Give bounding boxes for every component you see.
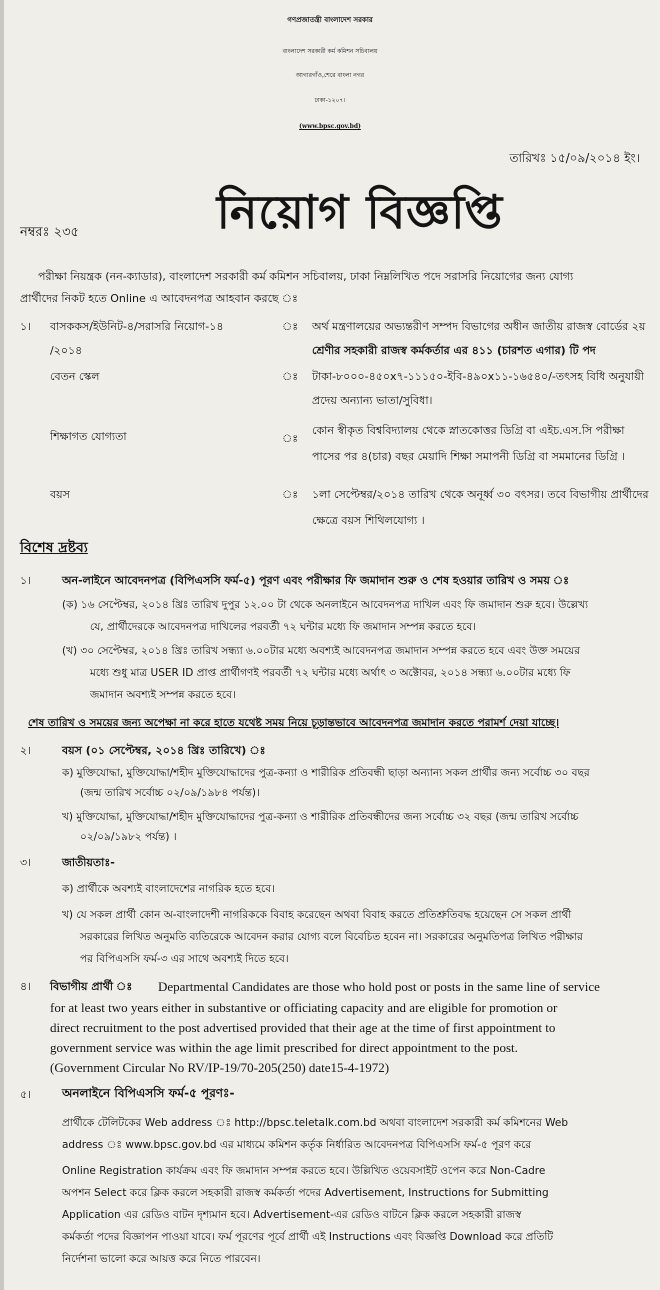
s5-line-5: Application এর রেডিও বাটন দৃশ্যমান হবে। Advertisement-এর রেডিও বাটনে ক্লিক করলে সহকারী রাজস্ব [62,1209,522,1221]
s1-kh-line-1: (খ) ৩০ সেপ্টেম্বর, ২০১৪ খ্রিঃ তারিখ সন্ধ্যা ৬.০০টার মধ্যে অবশ্যই আবেদনপত্র জমাদান সম্পন্ন করতে হবে এবং উক্ত সময়ের [62,645,580,657]
s5-line-6: কর্মকর্তা পদের বিজ্ঞাপন পাওয়া যাবে। ফর্ম পূরণের পূর্বে প্রার্থী এই Instructions এবং বিজ্ঞপ্তি Download করে প্রতিটি [62,1231,554,1243]
s5-line-3: Online Registration কার্যক্রম এবং ফি জমাদান সম্পন্ন করতে হবে। উল্লিখিত ওয়েবসাইট ওপেন করে Non-Cadre [62,1165,546,1177]
s5-line-4: অপশন Select করে ক্লিক করলে সহকারী রাজস্ব কর্মকর্তা পদের Advertisement, Instructions for Submitting [62,1187,549,1199]
s4-line-1: Departmental Candidates are those who hold post or posts in the same line of service [158,979,600,994]
notice-number: নম্বরঃ ২৩৫ [20,225,79,240]
s3-k-line: ক) প্রার্থীকে অবশ্যই বাংলাদেশের নাগরিক হতে হবে। [62,883,275,895]
s4-line-3: direct recruitment to the post advertised provided that their age at the time of first appointment to [50,1020,556,1035]
s5-title: অনলাইনে বিপিএসসি ফর্ম-৫ পূরণঃ- [62,1086,235,1100]
s3-title: জাতীয়তাঃ- [62,856,115,869]
s5-line-2: address ঃ www.bpsc.gov.bd এর মাধ্যমে কমিশন কর্তৃক নির্ধারিত আবেদনপত্র বিপিএসসি ফর্ম-৫ পূরণ করে [62,1139,532,1151]
s3-kh-line-1: খ) যে সকল প্রার্থী কোন অ-বাংলাদেশী নাগরিককে বিবাহ করেছেন অথবা বিবাহ করতে প্রতিশ্রুতিবদ্ধ হয়েছেন সে সকল প্রার্থী [62,909,572,921]
colon-3: ঃ [282,432,299,445]
s1-k-line-2: যে, প্রার্থীদেরকে আবেদনপত্র দাখিলের পরবর্তী ৭২ ঘন্টার মধ্যে ফি জমাদান সম্পন্ন করতে হবে। [90,621,476,633]
edu-line-2: পাসের পর ৪(চার) বছর মেয়াদি শিক্ষা সমাপনী ডিগ্রি বা সমমানের ডিগ্রি । [312,450,625,463]
age-line-2: ক্ষেত্রে বয়স শিথিলযোগ্য । [312,514,425,527]
s1-kh-line-3: জমাদান অবশ্যই সম্পন্ন করতে হবে। [90,689,236,701]
colon-1: ঃ [282,320,299,333]
office-name: বাংলাদেশ সরকারী কর্ম কমিশন সচিবালয় [282,48,378,55]
age-label: বয়স [50,488,70,501]
s4-line-4: government service was within the age limit prescribed for direct appointment to the post. [50,1040,518,1055]
special-heading: বিশেষ দ্রষ্টব্য [20,540,88,556]
edu-line-1: কোন স্বীকৃত বিশ্ববিদ্যালয় থেকে স্নাতকোত্তর ডিগ্রি বা এইচ.এস.সি পরীক্ষা [312,424,625,437]
notice-title: নিয়োগ বিজ্ঞপ্তি [216,185,504,239]
s5-line-7: নির্দেশনা ভালো করে আয়ত্ত করে নিতে পারবেন। [62,1253,261,1265]
government-heading: গণপ্রজাতন্ত্রী বাংলাদেশ সরকার [287,16,373,24]
deadline-warning: শেষ তারিখ ও সময়ের জন্য অপেক্ষা না করে হাতে যথেষ্ট সময় নিয়ে চূড়ান্তভাবে আবেদনপত্র জমাদান করতে পরামর্শ দেয়া যাচ্ছে। [28,717,559,729]
colon-2: ঃ [282,370,299,383]
page-edge [0,0,4,1290]
s4-line-5: (Government Circular No RV/IP-19/70-205(250) date15-4-1972) [50,1060,390,1075]
s1-title: অন-লাইনে আবেদনপত্র (বিপিএসসি ফর্ম-৫) পূরণ এবং পরীক্ষার ফি জমাদান শুরু ও শেষ হওয়ার তারিখ ও সময় ঃ [62,574,570,587]
pay-line-1: টাকা-৮০০০-৪৫০x৭-১১১৫০-ইবি-৪৯০x১১-১৬৫৪০/-তৎসহ বিধি অনুযায়ী [312,370,644,383]
pay-label: বেতন স্কেল [50,370,100,383]
intro-line-1: পরীক্ষা নিয়ন্ত্রক (নন-ক্যাডার), বাংলাদেশ সরকারী কর্ম কমিশন সচিবালয়, ঢাকা নিম্নলিখিত পদে সরাসরি নিয়োগের জন্য যোগ্য [38,270,574,283]
s1-number: ১। [20,574,32,587]
office-city: ঢাকা-১২০৭। [314,97,346,104]
s2-number: ২। [20,744,32,757]
s2-k-line-1: ক) মুক্তিযোদ্ধা, মুক্তিযোদ্ধা/শহীদ মুক্তিযোদ্ধাদের পুত্র-কন্যা ও শারীরিক প্রতিবন্ধী ছাড়া অন্যান্য সকল প্রার্থীর জন্য সর্বোচ্চ ৩০ বছর [62,767,590,779]
s1-k-line-1: (ক) ১৬ সেপ্টেম্বর, ২০১৪ খ্রিঃ তারিখ দুপুর ১২.০০ টা থেকে অনলাইনে আবেদনপত্র দাখিল এবং ফি জমাদান শুরু হবে। উল্লেখ্য [62,599,589,611]
s2-title: বয়স (০১ সেপ্টেম্বর, ২০১৪ খ্রিঃ তারিখে) ঃ [62,744,266,757]
post-desc-line-2: শ্রেণীর সহকারী রাজস্ব কর্মকর্তার এর ৪১১ (চারশত এগার) টি পদ [312,344,596,357]
s5-line-1: প্রার্থীকে টেলিটকের Web address ঃ http://bpsc.teletalk.com.bd অথবা বাংলাদেশ সরকারী কর্ম কমিশনের Web [62,1117,569,1129]
s4-number: ৪। [20,980,32,993]
pay-line-2: প্রদেয় অন্যান্য ভাতা/সুবিধা। [312,394,433,407]
s2-kh-line-2: ০২/০৯/১৯৮২ পর্যন্ত) । [80,831,177,843]
notice-date: তারিখঃ ১৫/০৯/২০১৪ ইং। [509,151,640,165]
s3-kh-line-2: সরকারের লিখিত অনুমতি ব্যতিরেকে আবেদন করার যোগ্য বলে বিবেচিত হবেন না। সরকারের অনুমতিপত্র লিখিত পরীক্ষার [80,931,583,943]
s4-line-2: for at least two years either in substantive or officiating capacity and are eligible for promotion or [50,1000,558,1015]
post-serial: ১। [20,320,32,333]
edu-label: শিক্ষাগত যোগ্যতা [50,430,127,443]
colon-4: ঃ [282,488,299,501]
s2-kh-line-1: খ) মুক্তিযোদ্ধা, মুক্তিযোদ্ধা/শহীদ মুক্তিযোদ্ধাদের পুত্র-কন্যা ও শারীরিক প্রতিবন্ধীদের জন্য সর্বোচ্চ ৩২ বছর (জন্ম তারিখ সর্বোচ্চ [62,811,579,823]
post-code-line-2: /২০১৪ [50,344,83,357]
age-line-1: ১লা সেপ্টেম্বর/২০১৪ তারিখ থেকে অনূর্ধ্ব ৩০ বৎসর। তবে বিভাগীয় প্রার্থীদের [312,488,649,501]
s1-kh-line-2: মধ্যে শুধু মাত্র USER ID প্রাপ্ত প্রার্থীগণই পরবর্তী ৭২ ঘন্টার মধ্যে অর্থাৎ ৩ অক্টোবর, ২০১৪ সন্ধ্যা ৬.০০টার মধ্যে ফি [90,667,571,679]
s2-k-line-2: (জন্ম তারিখ সর্বোচ্চ ০২/০৯/১৯৮৪ পর্যন্ত)। [80,787,260,799]
s3-kh-line-3: পর বিপিএসসি ফর্ম-৩ এর সাথে অবশ্যই দিতে হবে। [80,953,289,965]
s3-number: ৩। [20,856,32,869]
post-desc-line-1: অর্থ মন্ত্রণালয়ের অভ্যন্তরীণ সম্পদ বিভাগের অধীন জাতীয় রাজস্ব বোর্ডের ২য় [312,320,646,333]
post-code-line-1: বাসককস/ইউনিট-৪/সরাসরি নিয়োগ-১৪ [50,320,224,333]
office-address: আগারগাঁও,শেরে বাংলা নগর [295,72,365,79]
intro-line-2: প্রার্থীদের নিকট হতে Online এ আবেদনপত্র আহবান করছে ঃ [20,292,298,305]
website-link[interactable]: (www.bpsc.gov.bd) [299,123,361,130]
s4-label: বিভাগীয় প্রার্থী ঃ [50,980,133,993]
s5-number: ৫। [20,1088,32,1101]
